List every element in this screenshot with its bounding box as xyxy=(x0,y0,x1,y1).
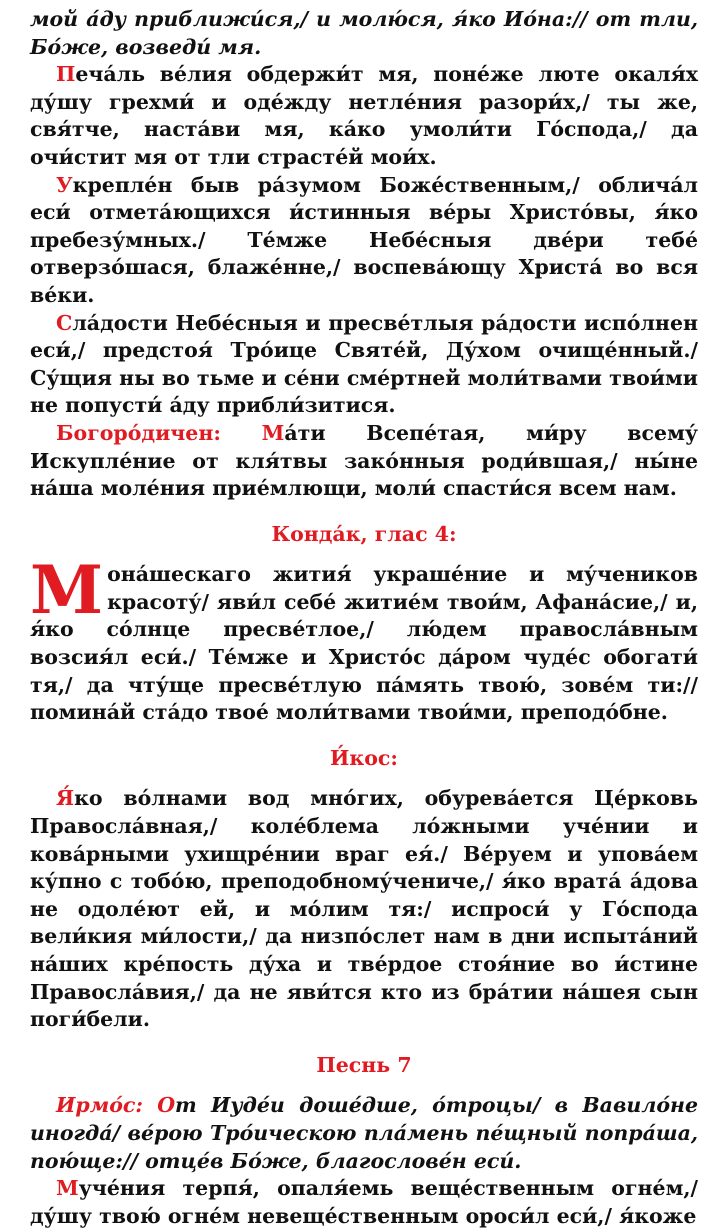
paragraph-text: крепле́н быв ра́зумом Боже́ственным,/ облича́л еси́ отмета́ющихся и́стинныя ве́ры Христо́вы, я́ко пребезу́мных./ Те́мже Небе́сныя две́ри тебе́ отверзо́шася, блаже́нне,/ воспева́ющу Христа́ во вся ве́ки. xyxy=(30,172,698,307)
bogorodichen-label: Богоро́дичен: xyxy=(56,420,262,445)
paragraph-ukreplen xyxy=(30,172,698,310)
initial-letter: М xyxy=(261,420,285,445)
initial-letter: П xyxy=(56,62,76,87)
paragraph-text: мой а́ду приближи́ся,/ и молю́ся, я́ко Ио́на:// от тли, Бо́же, возведи́ мя. xyxy=(30,7,698,59)
ikos-heading: И́кос: xyxy=(330,745,398,770)
paragraph-text: уче́ния терпя́, опаля́емь веще́ственным огне́м,/ ду́шу твою́ огне́м невеще́ственным ороси́л еси́,/ я́коже xyxy=(30,1176,698,1228)
song7-heading: Песнь 7 xyxy=(316,1052,412,1077)
paragraph-bogorodichen xyxy=(30,420,698,503)
paragraph-text: еча́ль ве́лия обдержи́т мя, поне́же люте окаля́х ду́шу грехми́ и оде́жду нетле́ния разори́х,/ ты же, свя́тче, наста́ви мя, ка́ко умоли́ти Го́спода,/ да очи́стит мя от тли страсте́й мои́х. xyxy=(30,62,698,169)
initial-letter: С xyxy=(56,310,73,335)
paragraph-kondak xyxy=(30,551,698,727)
paragraph-mucheniya xyxy=(30,1175,698,1230)
document-page xyxy=(30,6,698,1230)
paragraph-text: ко во́лнами вод мно́гих, обурева́ется Це́рковь Правосла́вная,/ коле́блема ло́жными уче́нии и кова́рными ухищре́нии враг ея́./ Ве́руем и упова́ем ку́пно с тобо́ю, преподобному́чениче,/ я́ко врата́ а́дова не одоле́ют ей, и мо́лим тя:/ испроси́ у Го́спода вели́кия ми́лости,/ да низпо́слет нам в дни испыта́ний на́ших кре́пость ду́ха и тве́рдое стоя́ние во и́стине Правосла́вия,/ да не яви́тся кто из бра́тии на́шея сын поги́бели. xyxy=(30,786,698,1032)
initial-letter: О xyxy=(157,1093,176,1118)
initial-letter: У xyxy=(56,172,73,197)
kondak-heading: Конда́к, глас 4: xyxy=(271,521,457,546)
paragraph-ikos xyxy=(30,785,698,1033)
paragraph-text: т Иуде́и доше́дше, о́троцы/ в Вавило́не иногда́/ ве́рою Тро́ическою пла́мень пе́щный попра́ша, пою́ще:// отце́в Бо́же, благослове́н еси́. xyxy=(30,1093,698,1173)
paragraph-continuation xyxy=(30,6,698,61)
drop-cap-letter: М xyxy=(30,551,104,630)
paragraph-text: она́шескаго жития́ украше́ние и му́чеников красоту́/ яви́л себе́ житие́м твои́м, Афана́сие,/ и, я́ко со́лнце пресве́тлое,/ лю́дем правосла́вным возсия́л еси́./ Те́мже и Христо́с да́ром чуде́с обогати́ тя,/ да чту́ще пресве́тлую па́мять твою́, зове́м ти:// помина́й ста́до твое́ моли́твами твои́ми, преподо́бне. xyxy=(30,562,698,725)
initial-letter: М xyxy=(56,1176,79,1201)
paragraph-text: а́ти Всепе́тая, ми́ру всему́ Искупле́ние от кля́твы зако́нныя роди́вшая,/ ны́не на́ша моле́ния прие́млющи, моли́ спасти́ся всем нам. xyxy=(30,420,699,501)
initial-letter: Я́ xyxy=(56,786,75,811)
paragraph-irmos xyxy=(30,1092,698,1175)
paragraph-pechal xyxy=(30,61,698,171)
irmos-label: Ирмо́с: xyxy=(56,1093,158,1118)
paragraph-text: ла́дости Небе́сныя и пресве́тлыя ра́дости испо́лнен еси́,/ предстоя́ Тро́ице Святе́й, Ду́хом очище́нный./ Су́щия ны во тьме и се́ни сме́ртней моли́твами твои́ми не попусти́ а́ду прибли́зитися. xyxy=(30,310,698,418)
paragraph-sladosti xyxy=(30,310,698,420)
